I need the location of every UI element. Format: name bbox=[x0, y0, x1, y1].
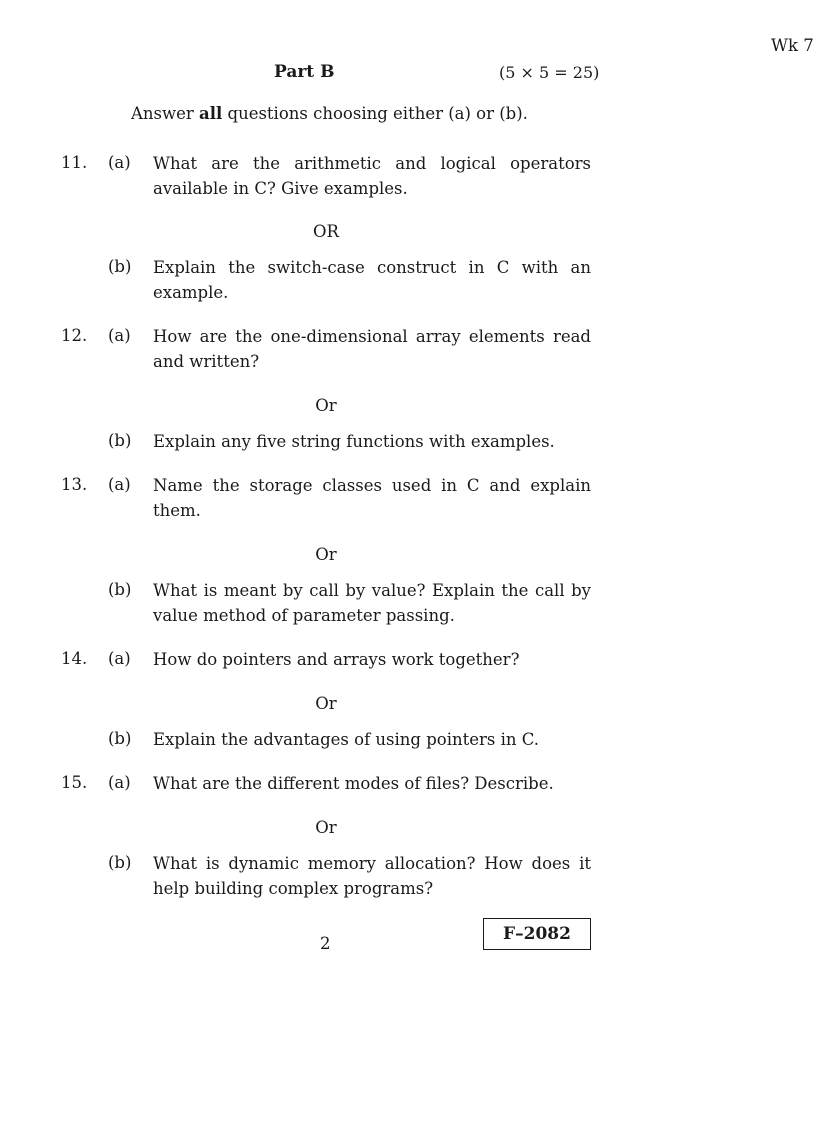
option-b-text: What is dynamic memory allocation? How does it help building complex programs? bbox=[153, 854, 591, 898]
option-a-label: (a) bbox=[108, 153, 131, 172]
option-b-label: (b) bbox=[108, 729, 132, 748]
option-b-label: (b) bbox=[108, 431, 132, 450]
option-b-text: Explain any five string functions with examples. bbox=[153, 432, 555, 451]
option-b-label: (b) bbox=[108, 257, 132, 276]
or-separator: OR bbox=[313, 222, 339, 241]
instruction-emphasis: all bbox=[199, 104, 223, 123]
question-number: 11. bbox=[61, 153, 88, 172]
or-separator: Or bbox=[315, 694, 337, 713]
option-a-text: What are the different modes of files? Describe. bbox=[153, 774, 554, 793]
option-a-label: (a) bbox=[108, 649, 131, 668]
option-a-text: How do pointers and arrays work together? bbox=[153, 650, 520, 669]
option-a-label: (a) bbox=[108, 326, 131, 345]
question-number: 12. bbox=[61, 326, 88, 345]
option-a-text: How are the one-dimensional array elements read and written? bbox=[153, 327, 591, 371]
or-separator: Or bbox=[315, 818, 337, 837]
option-a-label: (a) bbox=[108, 773, 131, 792]
question-number: 13. bbox=[61, 475, 88, 494]
option-a-label: (a) bbox=[108, 475, 131, 494]
instruction-text bbox=[131, 104, 528, 123]
option-b-text: Explain the switch-case construct in C with an example. bbox=[153, 258, 591, 302]
paper-code-box bbox=[483, 918, 591, 950]
option-b-label: (b) bbox=[108, 580, 132, 599]
option-a-text: Name the storage classes used in C and explain them. bbox=[153, 476, 591, 520]
paper-code: F–2082 bbox=[503, 924, 571, 944]
option-b-label: (b) bbox=[108, 853, 132, 872]
marks-distribution: (5 × 5 = 25) bbox=[499, 63, 600, 82]
question-number: 14. bbox=[61, 649, 88, 668]
option-b-text: Explain the advantages of using pointers in C. bbox=[153, 730, 540, 749]
or-separator: Or bbox=[315, 545, 337, 564]
question-number: 15. bbox=[61, 773, 88, 792]
option-a-text: What are the arithmetic and logical operators available in C? Give examples. bbox=[153, 154, 591, 198]
instruction-before: Answer bbox=[131, 104, 200, 123]
instruction-after: questions choosing either (a) or (b). bbox=[222, 104, 528, 123]
section-title: Part B bbox=[274, 62, 335, 82]
option-b-text: What is meant by call by value? Explain the call by value method of parameter passing. bbox=[153, 581, 591, 625]
or-separator: Or bbox=[315, 396, 337, 415]
page-number: 2 bbox=[320, 934, 331, 953]
corner-label: Wk 7 bbox=[771, 36, 814, 55]
